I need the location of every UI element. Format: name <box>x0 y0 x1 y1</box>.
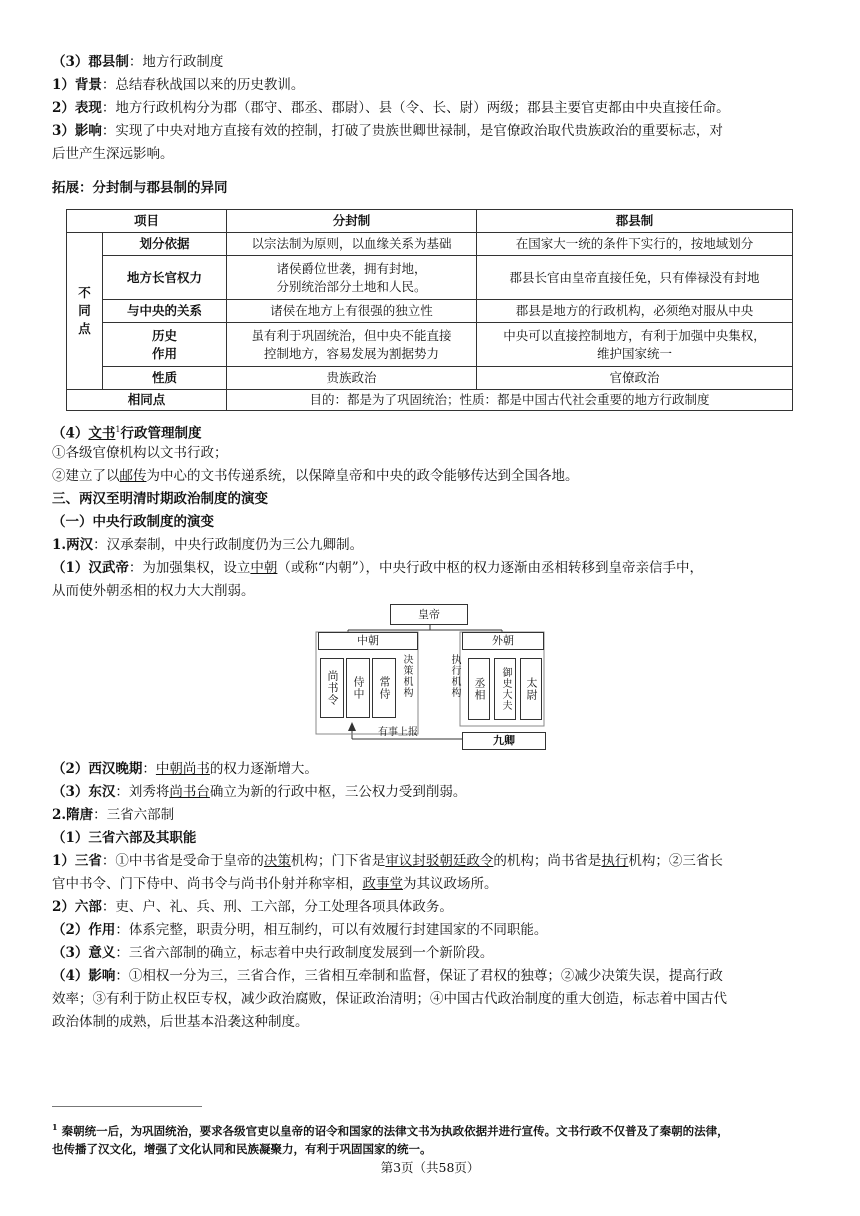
underlined: 执行 <box>601 853 629 869</box>
text: ：三省六部制 <box>93 807 175 823</box>
impact-line-2 <box>52 144 174 164</box>
same-text: 目的：都是为了巩固统治；性质：都是中国古代社会重要的地方行政制度 <box>227 390 793 411</box>
footnote-rule <box>52 1106 202 1107</box>
text: 确立为新的行政中枢，三公权力受到削弱。 <box>209 784 467 800</box>
sansheng-line-1 <box>52 851 723 871</box>
diff-label-cell <box>67 233 103 390</box>
underlined: 政事堂 <box>362 876 403 892</box>
row-a <box>227 323 477 367</box>
row-item-line2: 作用 <box>151 345 177 361</box>
label: （3）东汉 <box>52 784 116 800</box>
decision-label: 决策机构 <box>401 654 412 698</box>
label: 1.两汉 <box>52 537 94 553</box>
liubu-line <box>52 897 453 917</box>
table-row <box>67 256 793 300</box>
text: 机构；②三省长 <box>628 853 723 869</box>
outer-official-2: 御史大夫 <box>494 658 516 720</box>
outer-official-1: 丞相 <box>468 658 490 720</box>
text: （或称“内朝”），中央行政中枢的权力逐渐由丞相转移到皇帝亲信手中， <box>277 560 703 576</box>
table-row-same <box>67 390 793 411</box>
comparison-table <box>66 209 793 411</box>
inner-official-3: 常侍 <box>372 658 396 718</box>
row-b-line1: 中央可以直接控制地方，有利于加强中央集权， <box>503 327 766 343</box>
text: ②建立了以 <box>52 468 120 484</box>
underlined: 尚书台 <box>169 784 210 800</box>
table-row <box>67 323 793 367</box>
part3-subtitle: （一）中央行政制度的演变 <box>52 514 214 530</box>
emperor-box: 皇帝 <box>390 604 468 625</box>
row-b-line2: 维护国家统一 <box>596 345 672 361</box>
background-line <box>52 75 304 95</box>
footnote-line-2: 也传播了汉文化，增强了文化认同和民族凝聚力，有利于巩固国家的统一。 <box>52 1141 432 1156</box>
row-item: 划分依据 <box>102 233 226 256</box>
influence-line-1 <box>52 966 723 986</box>
label: 2）表现 <box>52 100 102 116</box>
extension-title: 拓展：分封制与郡县制的异同 <box>52 180 228 196</box>
page-number: 第3页（共58页） <box>380 1160 480 1175</box>
section-junxian-heading <box>52 52 223 72</box>
underlined: 审议封驳朝廷政令 <box>385 853 494 869</box>
footnote-text: 秦朝统一后，为巩固统治，要求各级官吏以皇帝的诏令和国家的法律文书为执政依据并进行宣传。文书行政不仅普及了秦朝的法律， <box>61 1123 729 1138</box>
underlined: 中朝 <box>250 560 278 576</box>
eastern-han-line <box>52 782 466 802</box>
row-b: 官僚政治 <box>477 367 793 390</box>
label: （2）西汉晚期 <box>52 761 143 777</box>
inner-official-2: 侍中 <box>346 658 370 718</box>
header-fengjian: 分封制 <box>227 210 477 233</box>
exec-label: 执行机构 <box>449 654 460 698</box>
part3-title: 三、两汉至明清时期政治制度的演变 <box>52 491 268 507</box>
text: ：实现了中央对地方直接有效的控制，打破了贵族世卿世禄制，是官僚政治取代贵族政治的重要标志，对 <box>101 123 723 139</box>
row-a-line2: 控制地方，容易发展为割据势力 <box>263 345 439 361</box>
hanwu-line-2: 从而使外朝丞相的权力大大削弱。 <box>52 583 255 599</box>
text: 为中心的文书传递系统，以保障皇帝和中央的政令能够传达到全国各地。 <box>146 468 579 484</box>
sui-tang-line <box>52 805 174 825</box>
label: 1）三省 <box>52 853 102 869</box>
heading-underlined: 文书 <box>88 425 116 442</box>
wenshu-point-2 <box>52 466 579 486</box>
diff-label: 不同点 <box>78 285 91 336</box>
row-b: 在国家大一统的条件下实行的，按地域划分 <box>477 233 793 256</box>
text: ：①相权一分为三，三省合作，三省相互牵制和监督，保证了君权的独尊；②减少决策失误，提高行政 <box>115 968 723 984</box>
label: （1）汉武帝 <box>52 560 129 576</box>
row-item-line1: 历史 <box>151 327 177 343</box>
row-a: 以宗法制为原则，以血缘关系为基础 <box>227 233 477 256</box>
label: （4）影响 <box>52 968 116 984</box>
influence-line-2: 效率；③有利于防止权臣专权，减少政治腐败，保证政治清明；④中国古代政治制度的重大创造，标志着中国古代 <box>52 991 727 1007</box>
han-line <box>52 535 363 555</box>
header-junxian: 郡县制 <box>477 210 793 233</box>
inner-court-box: 中朝 <box>318 632 418 650</box>
outer-court-box: 外朝 <box>462 632 544 650</box>
hanwu-line-1 <box>52 558 703 578</box>
footnote-mark: 1 <box>52 1122 58 1132</box>
same-label: 相同点 <box>67 390 227 411</box>
underlined: 邮传 <box>119 468 147 484</box>
significance-line <box>52 943 493 963</box>
text: 官中书令、门下侍中、尚书令与尚书仆射并称宰相， <box>52 876 363 892</box>
sansheng-line-2 <box>52 874 498 894</box>
heading-title: 郡县制 <box>88 54 129 70</box>
footnote <box>52 1118 812 1158</box>
label: 2）六部 <box>52 899 102 915</box>
row-a <box>227 256 477 300</box>
underlined: 决策 <box>263 853 291 869</box>
row-b: 郡县是地方的行政机构，必须绝对服从中央 <box>477 300 793 323</box>
label: （2）作用 <box>52 922 116 938</box>
table-row <box>67 300 793 323</box>
footnote-ref: 1 <box>115 425 121 434</box>
row-b: 郡县长官由皇帝直接任免，只有俸禄没有封地 <box>477 256 793 300</box>
text: 机构；门下省是 <box>290 853 386 869</box>
row-a-line2: 分别统治部分土地和人民。 <box>276 278 427 294</box>
impact-line-1 <box>52 121 723 141</box>
row-a-line1: 虽有利于巩固统治，但中央不能直接 <box>251 327 452 343</box>
text: ：体系完整，职责分明，相互制约，可以有效履行封建国家的不同职能。 <box>115 922 548 938</box>
row-item: 性质 <box>102 367 226 390</box>
nine-ministers-box: 九卿 <box>462 732 546 750</box>
row-a: 贵族政治 <box>227 367 477 390</box>
influence-line-3: 政治体制的成熟，后世基本沿袭这种制度。 <box>52 1014 309 1030</box>
outer-official-3: 太尉 <box>520 658 542 720</box>
header-item: 项目 <box>67 210 227 233</box>
row-a-line1: 诸侯爵位世袭，拥有封地， <box>276 260 427 276</box>
inner-official-1: 尚书令 <box>320 658 344 718</box>
row-item: 地方长官权力 <box>102 256 226 300</box>
text: ：刘秀将 <box>115 784 170 800</box>
text: ：三省六部制的确立，标志着中央行政制度发展到一个新阶段。 <box>115 945 494 961</box>
heading-rest: 行政管理制度 <box>120 425 202 442</box>
text: ：吏、户、礼、兵、刑、工六部，分工处理各项具体政务。 <box>101 899 453 915</box>
text: 的机构；尚书省是 <box>493 853 602 869</box>
row-item <box>102 323 226 367</box>
label: 2.隋唐 <box>52 807 94 823</box>
table-header-row <box>67 210 793 233</box>
label: 3）影响 <box>52 123 102 139</box>
sui-sub1: （1）三省六部及其职能 <box>52 830 197 846</box>
table-row <box>67 367 793 390</box>
label: （3）意义 <box>52 945 116 961</box>
heading-rest: ：地方行政制度 <box>128 54 224 70</box>
label: 1）背景 <box>52 77 102 93</box>
manifestation-line <box>52 98 730 118</box>
function-line <box>52 920 547 940</box>
table-row <box>67 233 793 256</box>
footnote-line-1 <box>52 1118 812 1140</box>
row-a: 诸侯在地方上有很强的独立性 <box>227 300 477 323</box>
report-label: 有事上报 <box>378 727 418 738</box>
heading-number: （4） <box>52 425 89 442</box>
text: ：汉承秦制，中央行政制度仍为三公九卿制。 <box>93 537 364 553</box>
text: 的权力逐渐增大。 <box>209 761 318 777</box>
text: ：总结春秋战国以来的历史教训。 <box>101 77 305 93</box>
text: 为其议政场所。 <box>403 876 498 892</box>
colon: ： <box>142 761 156 777</box>
row-item: 与中央的关系 <box>102 300 226 323</box>
row-b <box>477 323 793 367</box>
heading-number: （3） <box>52 54 89 70</box>
han-court-diagram <box>312 604 548 752</box>
text: 后世产生深远影响。 <box>52 146 174 162</box>
section-wenshu-heading <box>52 420 202 444</box>
underlined: 中朝尚书 <box>155 761 210 777</box>
text: ：为加强集权，设立 <box>128 560 251 576</box>
text: ：地方行政机构分为郡（郡守、郡丞、郡尉）、县（令、长、尉）两级；郡县主要官吏都由中央直接任命。 <box>101 100 730 116</box>
late-western-han-line <box>52 759 318 779</box>
wenshu-point-1: ①各级官僚机构以文书行政； <box>52 445 228 461</box>
text: ：①中书省是受命于皇帝的 <box>101 853 264 869</box>
